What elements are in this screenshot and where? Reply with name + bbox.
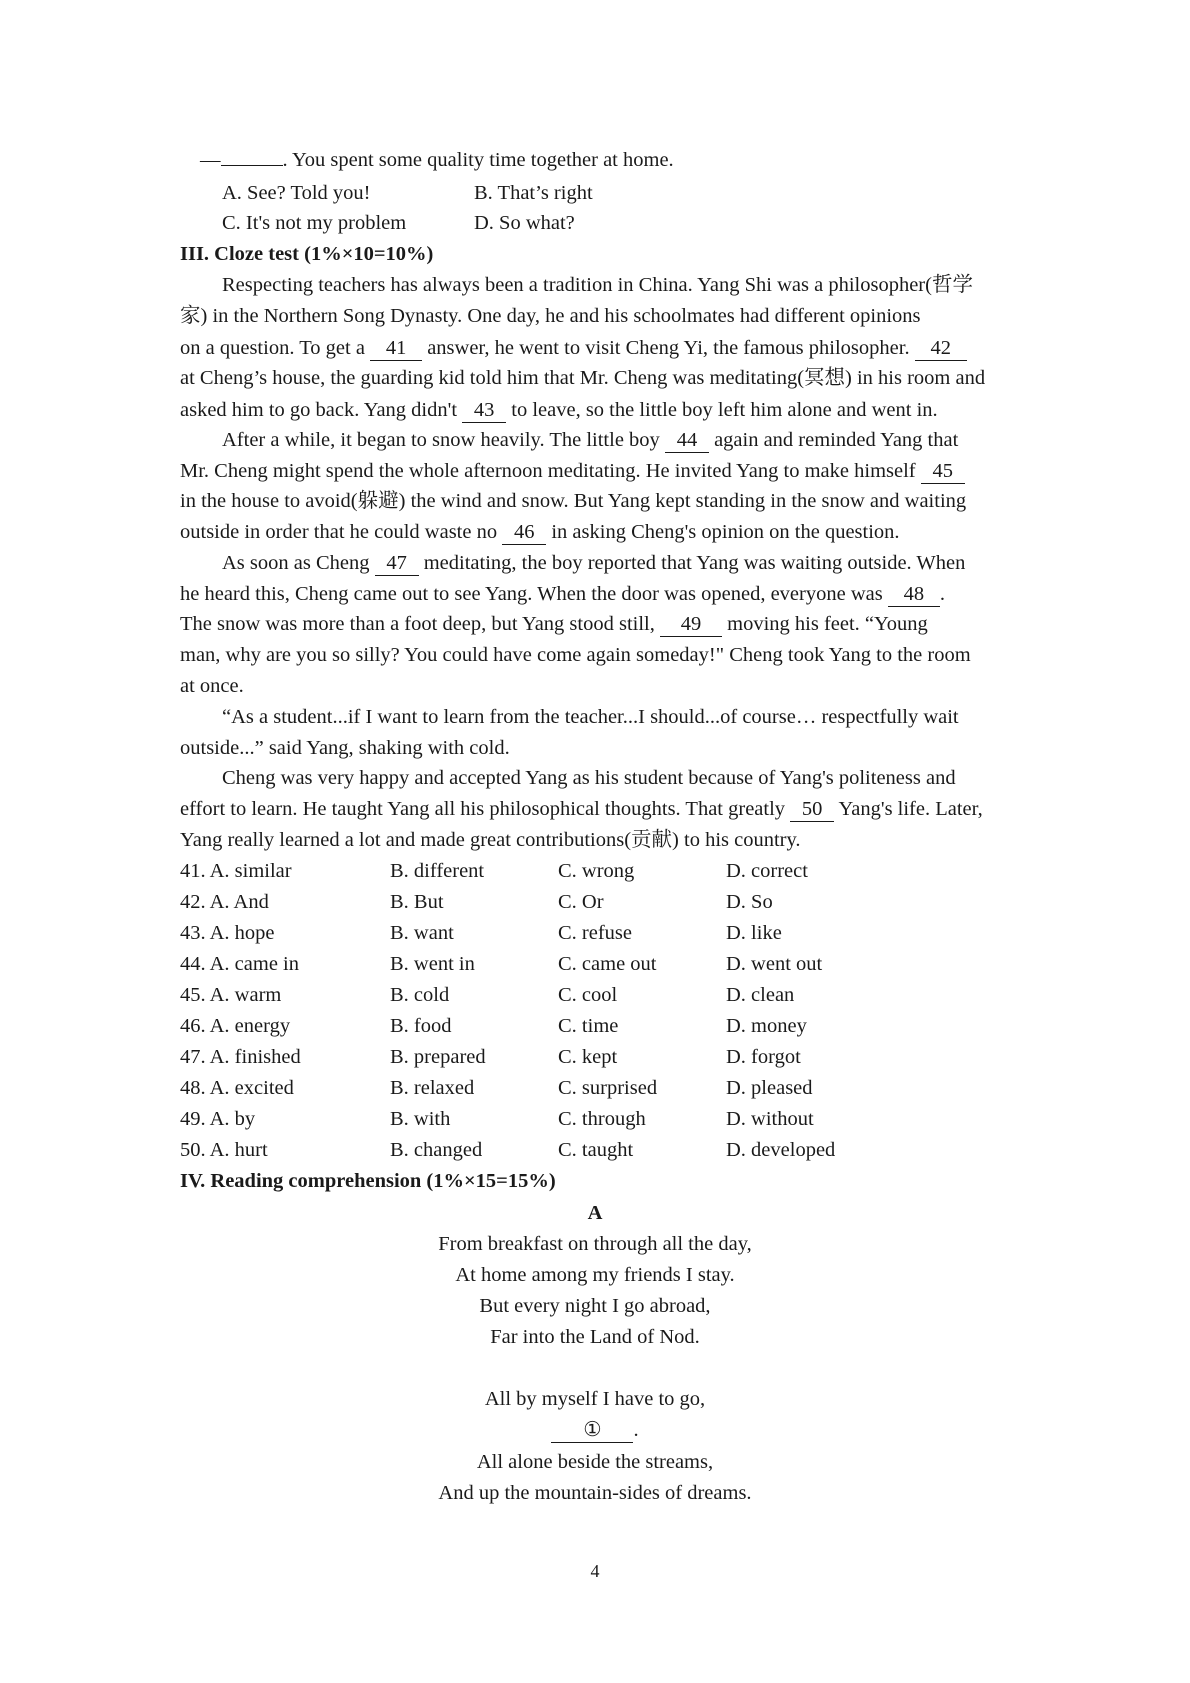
option-42-d: D. So <box>726 891 773 913</box>
option-45-d: D. clean <box>726 984 795 1006</box>
option-46-c: C. time <box>558 1015 619 1037</box>
poem-line: All by myself I have to go, <box>484 1388 706 1410</box>
cloze-heading: III. Cloze test (1%×10=10%) <box>180 243 434 265</box>
prev-option-b: B. That’s right <box>474 182 593 204</box>
dash: — <box>200 149 221 171</box>
option-44-d: D. went out <box>726 953 823 975</box>
option-47-a: 47. A. finished <box>180 1046 301 1068</box>
option-42-a: 42. A. And <box>180 891 269 913</box>
option-50-a: 50. A. hurt <box>180 1139 268 1161</box>
poem-line: From breakfast on through all the day, <box>438 1233 752 1255</box>
passage-line: “As a student...if I want to learn from the teacher...I should...of course… respectfully wait <box>222 706 959 728</box>
passage-line: The snow was more than a foot deep, but Yang stood still, 49 moving his feet. “Young <box>180 613 928 635</box>
passage-line: effort to learn. He taught Yang all his philosophical thoughts. That greatly 50 Yang's life. Later, <box>180 798 983 820</box>
option-49-b: B. with <box>390 1108 451 1130</box>
blank-41: 41 <box>370 338 422 361</box>
section-label: A <box>587 1202 603 1224</box>
option-50-b: B. changed <box>390 1139 483 1161</box>
poem-line: At home among my friends I stay. <box>455 1264 735 1286</box>
blank-50: 50 <box>790 799 834 822</box>
option-49-a: 49. A. by <box>180 1108 256 1130</box>
option-45-a: 45. A. warm <box>180 984 282 1006</box>
option-49-c: C. through <box>558 1108 646 1130</box>
blank-44: 44 <box>665 430 709 453</box>
option-44-a: 44. A. came in <box>180 953 299 975</box>
prev-question-text: . You spent some quality time together at home. <box>282 149 674 171</box>
poem-line: But every night I go abroad, <box>479 1295 711 1317</box>
blank-45: 45 <box>921 461 965 484</box>
option-48-c: C. surprised <box>558 1077 658 1099</box>
passage-line: Yang really learned a lot and made great contributions(贡献) to his country. <box>180 829 801 851</box>
blank-43: 43 <box>462 400 506 423</box>
option-48-b: B. relaxed <box>390 1077 475 1099</box>
option-46-a: 46. A. energy <box>180 1015 291 1037</box>
option-50-c: C. taught <box>558 1139 634 1161</box>
option-47-b: B. prepared <box>390 1046 486 1068</box>
poem-line: Far into the Land of Nod. <box>490 1326 700 1348</box>
option-44-b: B. went in <box>390 953 475 975</box>
option-44-c: C. came out <box>558 953 657 975</box>
passage-line: outside in order that he could waste no 46 in asking Cheng's opinion on the question. <box>180 521 900 543</box>
option-42-c: C. Or <box>558 891 604 913</box>
prev-question-stem <box>200 150 674 171</box>
option-50-d: D. developed <box>726 1139 836 1161</box>
option-47-c: C. kept <box>558 1046 618 1068</box>
page-number: 4 <box>590 1561 600 1581</box>
option-49-d: D. without <box>726 1108 814 1130</box>
passage-line: 家) in the Northern Song Dynasty. One day, he and his schoolmates had different opinions <box>180 305 921 327</box>
option-41-d: D. correct <box>726 860 808 882</box>
passage-line: man, why are you so silly? You could have come again someday!" Cheng took Yang to the room <box>180 644 971 666</box>
blank-48: 48 <box>888 584 940 607</box>
option-43-a: 43. A. hope <box>180 922 275 944</box>
reading-heading: IV. Reading comprehension (1%×15=15%) <box>180 1170 556 1192</box>
prev-option-a: A. See? Told you! <box>222 182 371 204</box>
option-48-d: D. pleased <box>726 1077 813 1099</box>
passage-line: asked him to go back. Yang didn't 43 to leave, so the little boy left him alone and went in. <box>180 399 938 421</box>
option-43-c: C. refuse <box>558 922 633 944</box>
option-48-a: 48. A. excited <box>180 1077 294 1099</box>
passage-line: at once. <box>180 675 244 697</box>
option-45-b: B. cold <box>390 984 450 1006</box>
blank-47: 47 <box>375 553 419 576</box>
passage-line: in the house to avoid(躲避) the wind and snow. But Yang kept standing in the snow and waiting <box>180 490 967 512</box>
option-41-a: 41. A. similar <box>180 860 292 882</box>
blank-46: 46 <box>502 522 546 545</box>
option-47-d: D. forgot <box>726 1046 801 1068</box>
option-41-b: B. different <box>390 860 485 882</box>
blank-49: 49 <box>660 614 722 637</box>
option-41-c: C. wrong <box>558 860 635 882</box>
option-45-c: C. cool <box>558 984 618 1006</box>
poem-blank-line: ① . <box>0 1420 1190 1443</box>
option-43-d: D. like <box>726 922 782 944</box>
option-46-b: B. food <box>390 1015 452 1037</box>
poem-line: All alone beside the streams, <box>476 1451 714 1473</box>
poem-line: And up the mountain-sides of dreams. <box>438 1482 752 1504</box>
passage-line: After a while, it began to snow heavily. The little boy 44 again and reminded Yang that <box>222 429 959 451</box>
passage-line: at Cheng’s house, the guarding kid told him that Mr. Cheng was meditating(冥想) in his room and <box>180 367 986 389</box>
passage-line: outside...” said Yang, shaking with cold. <box>180 737 510 759</box>
passage-line: Mr. Cheng might spend the whole afternoon meditating. He invited Yang to make himself 45 <box>180 461 965 484</box>
option-42-b: B. But <box>390 891 444 913</box>
passage-line: he heard this, Cheng came out to see Yang. When the door was opened, everyone was 48 . <box>180 583 945 605</box>
passage-line: Cheng was very happy and accepted Yang as his student because of Yang's politeness and <box>222 767 956 789</box>
prev-option-d: D. So what? <box>474 212 575 234</box>
passage-line: Respecting teachers has always been a tradition in China. Yang Shi was a philosopher(哲学 <box>222 274 973 296</box>
poem-blank-1: ① <box>551 1420 633 1443</box>
passage-line: As soon as Cheng 47 meditating, the boy reported that Yang was waiting outside. When <box>222 552 966 574</box>
passage-line: on a question. To get a 41 answer, he went to visit Cheng Yi, the famous philosopher. 42 <box>180 338 967 361</box>
blank-42: 42 <box>915 338 967 361</box>
option-43-b: B. want <box>390 922 454 944</box>
prev-option-c: C. It's not my problem <box>222 212 407 234</box>
answer-blank <box>221 164 283 166</box>
option-46-d: D. money <box>726 1015 807 1037</box>
